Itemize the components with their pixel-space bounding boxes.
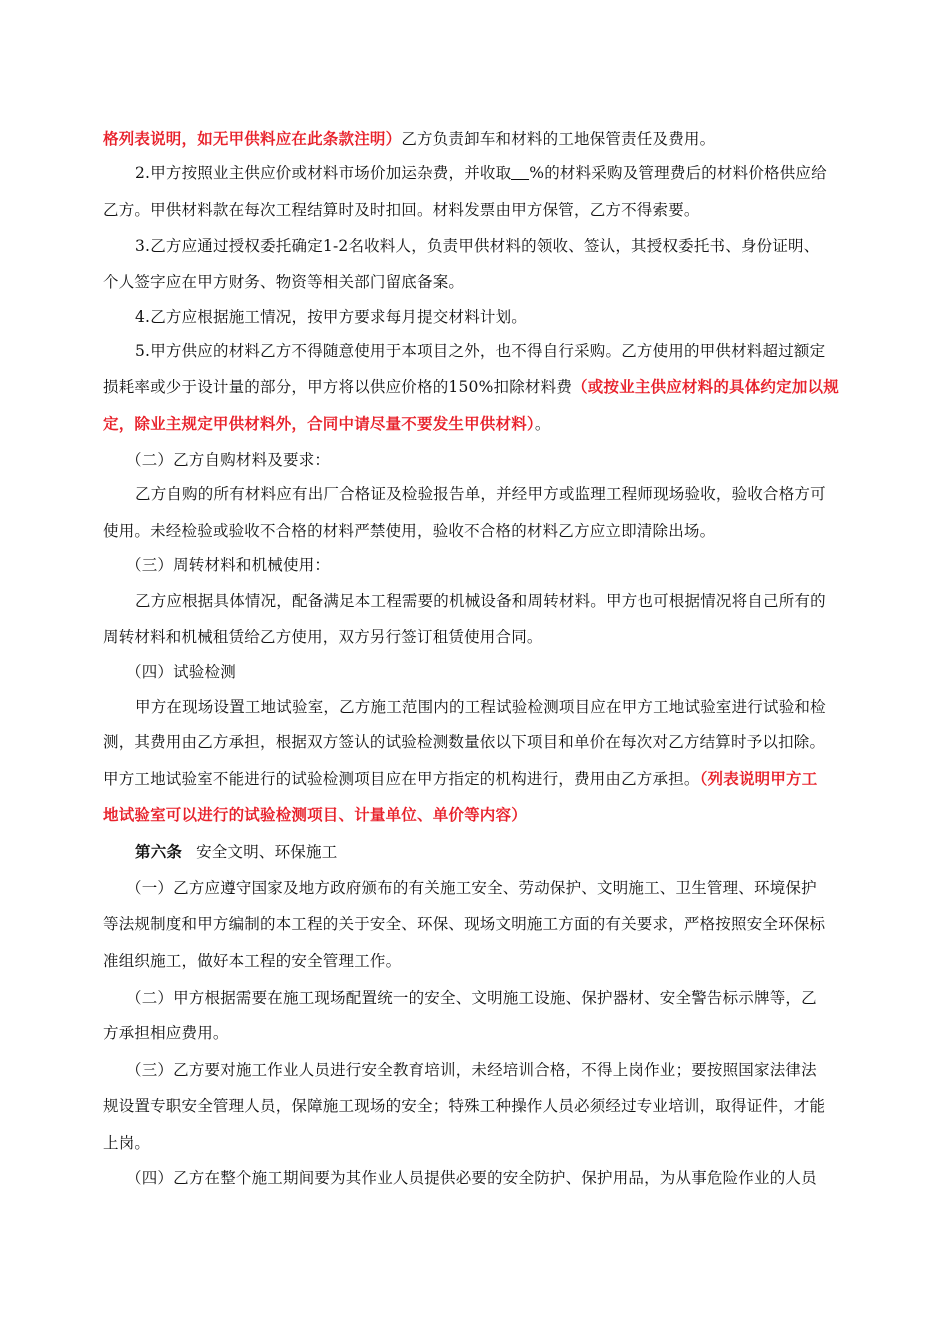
text-line [0,406,950,442]
text-line: 上岗。 [103,1134,151,1152]
red-note: （或按业主供应材料的具体约定加以规 [572,377,839,396]
text-span: 2.甲方按照业主供应价或材料市场价加运杂费，并收取 [135,164,512,182]
article-heading [0,834,950,870]
text-line: 乙方。甲供材料款在每次工程结算时及时扣回。材料发票由甲方保管，乙方不得索要。 [103,201,700,219]
text-line: 甲方在现场设置工地试验室，乙方施工范围内的工程试验检测项目应在甲方工地试验室进行试验和检 [135,698,826,716]
blank-field [511,161,529,180]
text-line: 5.甲方供应的材料乙方不得随意使用于本项目之外，也不得自行采购。乙方使用的甲供材料超过额定 [135,342,826,360]
text-line: 4.乙方应根据施工情况，按甲方要求每月提交材料计划。 [135,308,527,326]
red-note: 格列表说明，如无甲供料应在此条款注明） [103,129,402,148]
text-span: 乙方负责卸车和材料的工地保管责任及费用。 [401,130,716,148]
text-line: 方承担相应费用。 [103,1024,229,1042]
text-line: （一）乙方应遵守国家及地方政府颁布的有关施工安全、劳动保护、文明施工、卫生管理、环境保护 [126,879,817,897]
text-line: （二）甲方根据需要在施工现场配置统一的安全、文明施工设施、保护器材、安全警告标示牌等，乙 [126,989,817,1007]
section-heading: （四）试验检测 [126,663,236,681]
text-span: %的材料采购及管理费后的材料价格供应给 [529,164,827,182]
article-title: 安全文明、环保施工 [196,843,338,861]
section-heading: （二）乙方自购材料及要求： [126,451,331,469]
text-line: 测，其费用由乙方承担，根据双方签认的试验检测数量依以下项目和单价在每次对乙方结算时予以扣除。 [103,733,826,751]
text-line [0,155,950,191]
text-line [0,761,950,797]
text-line: 周转材料和机械租赁给乙方使用，双方另行签订租赁使用合同。 [103,628,543,646]
text-span: 损耗率或少于设计量的部分，甲方将以供应价格的150%扣除材料费 [103,378,573,396]
text-line: （四）乙方在整个施工期间要为其作业人员提供必要的安全防护、保护用品，为从事危险作业的人员 [126,1169,817,1187]
text-line [0,121,950,157]
text-line [0,369,950,405]
article-number: 第六条 [135,842,183,861]
text-line: 等法规制度和甲方编制的本工程的关于安全、环保、现场文明施工方面的有关要求，严格按照安全环保标 [103,915,826,933]
text-line: 使用。未经检验或验收不合格的材料严禁使用，验收不合格的材料乙方应立即清除出场。 [103,522,716,540]
red-note: 定，除业主规定甲供材料外，合同中请尽量不要发生甲供材料） [103,414,535,433]
text-line: 准组织施工，做好本工程的安全管理工作。 [103,952,402,970]
text-line: 乙方自购的所有材料应有出厂合格证及检验报告单，并经甲方或监理工程师现场验收，验收合格方可 [135,485,826,503]
text-line: 个人签字应在甲方财务、物资等相关部门留底备案。 [103,273,465,291]
text-span: 。 [534,415,551,433]
text-line: 乙方应根据具体情况，配备满足本工程需要的机械设备和周转材料。甲方也可根据情况将自己所有的 [135,592,826,610]
section-heading: （三）周转材料和机械使用： [126,556,331,574]
red-note: 地试验室可以进行的试验检测项目、计量单位、单价等内容） [103,805,527,824]
text-line: 3.乙方应通过授权委托确定1-2名收料人，负责甲供材料的领收、签认，其授权委托书、身份证明、 [135,237,820,255]
text-line: （三）乙方要对施工作业人员进行安全教育培训，未经培训合格，不得上岗作业；要按照国家法律法 [126,1061,817,1079]
text-line: 规设置专职安全管理人员，保障施工现场的安全；特殊工种操作人员必须经过专业培训，取得证件，才能 [103,1097,826,1115]
text-span: 甲方工地试验室不能进行的试验检测项目应在甲方指定的机构进行，费用由乙方承担。 [103,770,700,788]
red-note: （列表说明甲方工 [699,769,818,788]
